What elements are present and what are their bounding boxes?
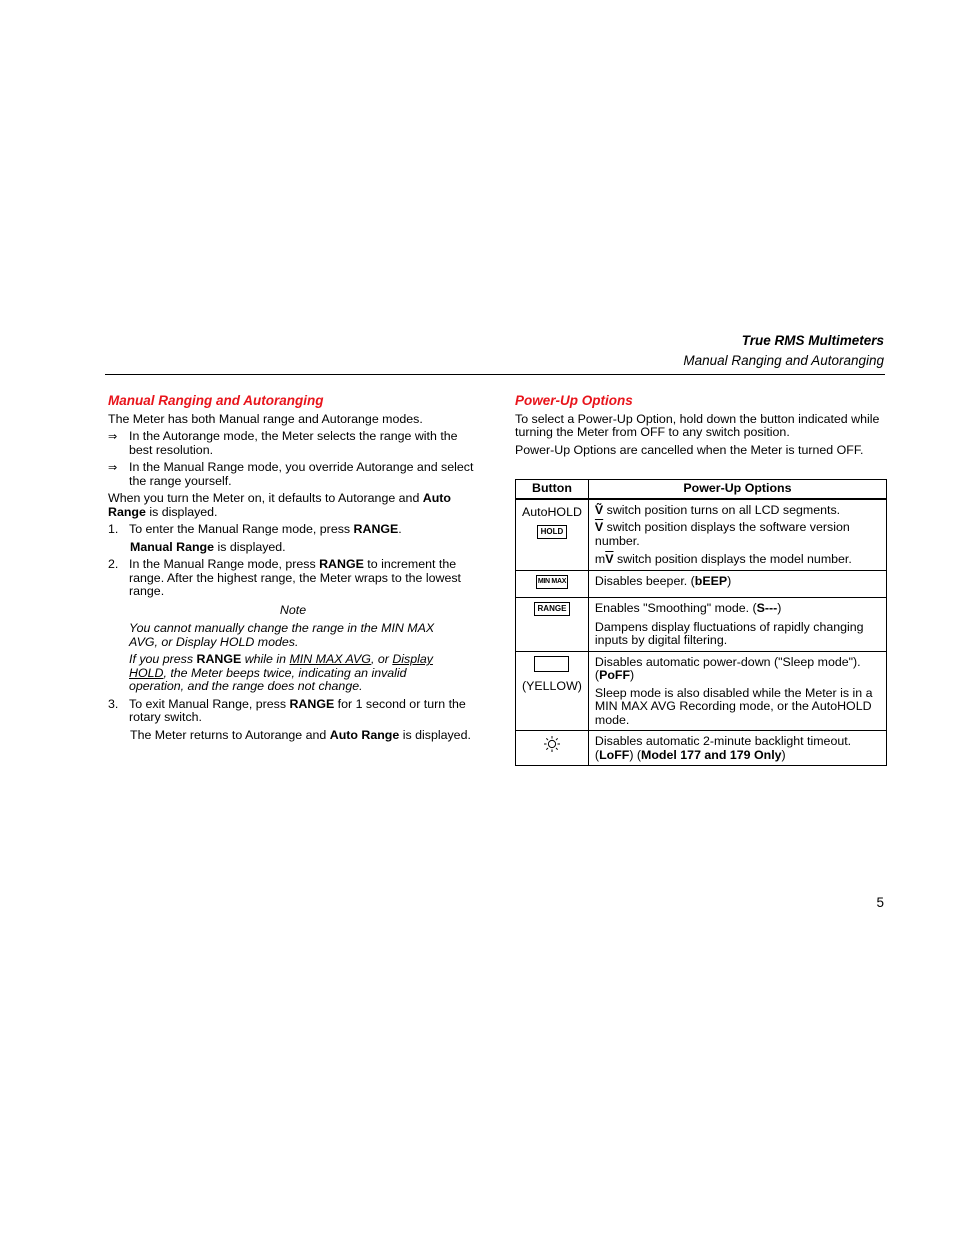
column-header-button: Button	[516, 480, 589, 499]
intro-paragraph: The Meter has both Manual range and Autorange modes.	[108, 411, 423, 426]
running-header-title: True RMS Multimeters	[741, 333, 884, 348]
option-cell: Disables automatic power-down ("Sleep mode"). (PoFF) Sleep mode is also disabled while the Meter is in a MIN MAX AVG Recording mode, or the AutoHOLD mode.	[588, 651, 886, 731]
table-row	[516, 731, 887, 766]
table-row	[516, 570, 887, 598]
autohold-label: AutoHOLD	[522, 504, 582, 519]
page-number: 5	[876, 895, 884, 910]
button-cell	[516, 651, 589, 731]
power-up-options-table	[515, 479, 887, 766]
button-cell	[516, 570, 589, 598]
option-cell: Ṽ switch position turns on all LCD segments. $\overline{V}$ switch position displays the software version number. $m\overline{V}$ switch position displays the model number.	[588, 499, 886, 571]
option-cell: Disables automatic 2-minute backlight timeout. (LoFF) (Model 177 and 179 Only)	[588, 731, 886, 766]
double-arrow-icon: ⇒	[108, 461, 118, 474]
left-column	[108, 394, 478, 742]
note-text-2: If you press RANGE while in MIN MAX AVG, or Display HOLD, the Meter beeps twice, indicating an invalid operation, and the range does not change.	[129, 652, 433, 693]
double-arrow-icon: ⇒	[108, 430, 118, 443]
button-cell	[516, 731, 589, 766]
yellow-key-icon	[534, 656, 569, 672]
running-header-subtitle: Manual Ranging and Autoranging	[683, 353, 884, 368]
button-cell	[516, 499, 589, 571]
table-row	[516, 598, 887, 652]
note-heading: Note	[279, 602, 307, 617]
table-row	[516, 499, 887, 571]
yellow-label: (YELLOW)	[522, 679, 582, 693]
range-key-icon: RANGE	[534, 602, 571, 616]
step-1-result: Manual Range is displayed.	[130, 539, 286, 554]
step-3-result: The Meter returns to Autorange and Auto Range is displayed.	[130, 727, 471, 742]
step-2: 2. In the Manual Range mode, press RANGE to increment the range. After the highest range, the Meter wraps to the lowest range.	[108, 557, 461, 598]
backlight-sun-icon	[543, 735, 561, 757]
power-up-cancel-note: Power-Up Options are cancelled when the Meter is turned OFF.	[515, 442, 864, 457]
ac-volts-icon: Ṽ	[594, 502, 604, 517]
column-header-options: Power-Up Options	[588, 480, 886, 499]
power-up-intro: To select a Power-Up Option, hold down the button indicated while turning the Meter from OFF to any switch position.	[515, 411, 880, 439]
step-3: 3. To exit Manual Range, press RANGE for 1 second or turn the rotary switch.	[108, 696, 466, 724]
button-cell	[516, 598, 589, 652]
note-text-1: You cannot manually change the range in the MIN MAX AVG, or Display HOLD modes.	[129, 621, 435, 649]
bullet-text: In the Autorange mode, the Meter selects the range with the best resolution.	[129, 429, 458, 457]
option-cell: Enables "Smoothing" mode. (S---) Dampens display fluctuations of rapidly changing inputs by digital filtering.	[588, 598, 886, 652]
step-1: 1. To enter the Manual Range mode, press RANGE.	[108, 522, 402, 536]
default-paragraph: When you turn the Meter on, it defaults to Autorange and Auto Range is displayed.	[108, 491, 451, 519]
dc-volts-icon: $\overline{V}$	[594, 520, 604, 534]
section-title-power-up: Power-Up Options	[515, 393, 633, 408]
option-cell: Disables beeper. (bEEP)	[588, 570, 886, 598]
header-rule	[105, 374, 885, 375]
bullet-item	[108, 461, 478, 488]
bullet-text: In the Manual Range mode, you override Autorange and select the range yourself.	[129, 460, 474, 488]
hold-key-icon: HOLD	[537, 525, 568, 539]
right-column	[515, 394, 887, 457]
min-max-key-icon: MIN MAX	[536, 575, 568, 589]
dc-millivolts-icon: $\overline{V}$	[605, 552, 614, 566]
table-row	[516, 651, 887, 731]
bullet-item	[108, 430, 478, 457]
section-title-manual-ranging: Manual Ranging and Autoranging	[108, 393, 324, 408]
table-header-row	[516, 480, 887, 499]
